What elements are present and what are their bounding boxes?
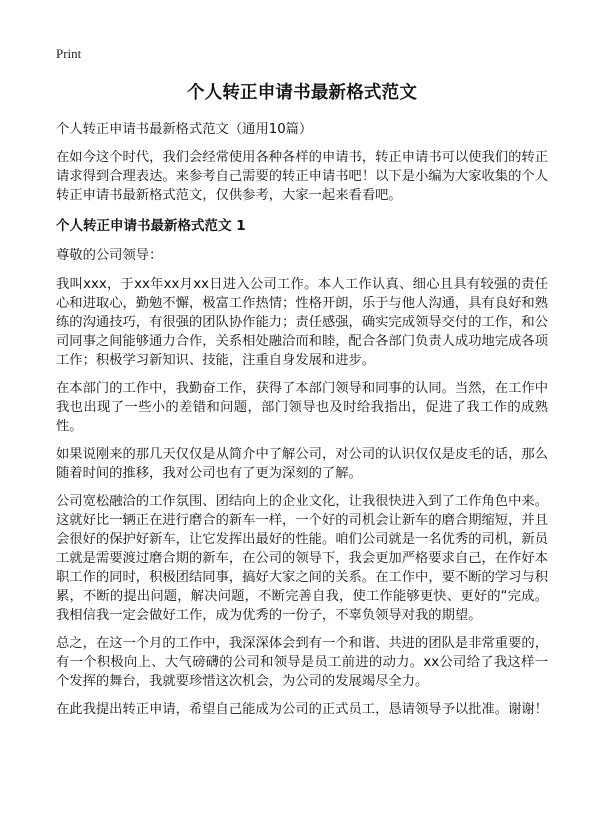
body-paragraph-5: 总之，在这一个月的工作中，我深深体会到有一个和谐、共进的团队是非常重要的，有一个积极向上、大气磅礴的公司和领导是员工前进的动力。xx公司给了我这样一个发挥的舞台，我就要珍惜这次机会，为公司的发展竭尽全力。 bbox=[56, 636, 548, 689]
body-paragraph-4: 公司宽松融洽的工作氛围、团结向上的企业文化，让我很快进入到了工作角色中来。这就好比一辆正在进行磨合的新车一样，一个好的司机会让新车的磨合期缩短，并且会很好的保护好新车，让它发挥出最好的性能。咱们公司就是一名优秀的司机，新员工就是需要渡过磨合期的新车，在公司的领导下，我会更加严格要求自己，在作好本职工作的同时，积极团结同事，搞好大家之间的关系。在工作中，要不断的学习与积累，不断的提出问题，解决问题，不断完善自我，使工作能够更快、更好的“完成。我相信我一定会做好工作，成为优秀的一份子，不辜负领导对我的期望。 bbox=[56, 494, 548, 623]
section-heading: 个人转正申请书最新格式范文 1 bbox=[56, 218, 246, 234]
document-subtitle: 个人转正申请书最新格式范文（通用10篇） bbox=[56, 122, 313, 137]
print-link[interactable]: Print bbox=[56, 46, 82, 61]
body-paragraph-3: 如果说刚来的那几天仅仅是从简介中了解公司，对公司的认识仅仅是皮毛的话，那么随着时间的推移，我对公司也有了更为深刻的了解。 bbox=[56, 447, 548, 481]
document-body bbox=[56, 119, 548, 728]
page-title: 个人转正申请书最新格式范文 bbox=[186, 83, 418, 103]
body-paragraph-1: 我叫xxx，于xx年xx月xx日进入公司工作。本人工作认真、细心且具有较强的责任心和进取心，勤勉不懈，极富工作热情；性格开朗，乐于与他人沟通，具有良好和熟练的沟通技巧，有很强的团队协作能力；责任感强，确实完成领导交付的工作，和公司同事之间能够通力合作，关系相处融洽而和睦，配合各部门负责人成功地完成各项工作；积极学习新知识、技能，注重自身发展和进步。 bbox=[56, 277, 548, 368]
body-paragraph-2: 在本部门的工作中，我勤奋工作，获得了本部门领导和同事的认同。当然，在工作中我也出现了一些小的差错和问题，部门领导也及时给我指出，促进了我工作的成熟性。 bbox=[56, 381, 548, 434]
salutation: 尊敬的公司领导： bbox=[56, 248, 163, 263]
body-paragraph-6: 在此我提出转正申请，希望自己能成为公司的正式员工，恳请领导予以批准。谢谢！ bbox=[56, 702, 548, 717]
intro-paragraph: 在如今这个时代，我们会经常使用各种各样的申请书，转正申请书可以使我们的转正请求得到合理表达。来参考自己需要的转正申请书吧！以下是小编为大家收集的个人转正申请书最新格式范文，仅供参考，大家一起来看看吧。 bbox=[56, 150, 548, 203]
